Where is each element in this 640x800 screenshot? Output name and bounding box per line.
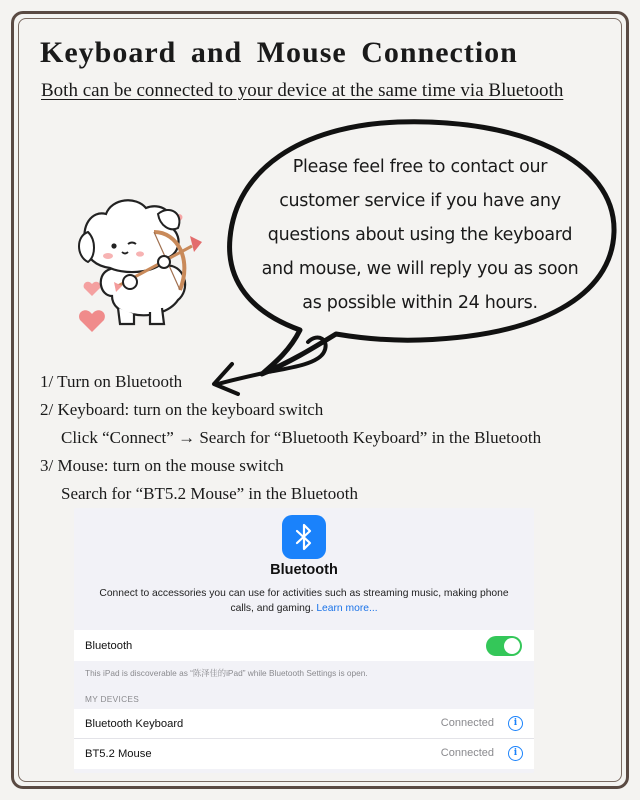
bubble-line: Please feel free to contact our <box>292 157 548 177</box>
bluetooth-toggle-label: Bluetooth <box>85 639 133 652</box>
bluetooth-toggle-row <box>74 630 534 661</box>
device-status: Connected <box>440 747 494 759</box>
bluetooth-heading: Bluetooth <box>270 562 338 578</box>
step-2-detail: Click “Connect” → Search for “Bluetooth Keyboard” in the Bluetooth <box>61 428 542 447</box>
bluetooth-settings-panel <box>74 508 534 773</box>
device-name: BT5.2 Mouse <box>85 748 152 760</box>
info-icon[interactable]: i <box>508 746 523 761</box>
instruction-steps <box>40 368 541 508</box>
speech-bubble-text <box>255 150 585 320</box>
heart-icon <box>84 282 101 296</box>
step-3-detail: Search for “BT5.2 Mouse” in the Bluetooth <box>61 484 358 503</box>
info-icon[interactable]: i <box>508 716 523 731</box>
bubble-line: and mouse, we will reply you as soon <box>261 259 579 279</box>
device-row-keyboard[interactable] <box>74 709 534 739</box>
step-1: 1/ Turn on Bluetooth <box>40 372 183 391</box>
bubble-line: questions about using the keyboard <box>267 225 573 245</box>
bluetooth-icon <box>282 515 326 559</box>
page-subtitle: Both can be connected to your device at the same time via Bluetooth <box>41 80 564 101</box>
step-2: 2/ Keyboard: turn on the keyboard switch <box>40 400 324 419</box>
learn-more-link[interactable]: Learn more... <box>316 603 378 614</box>
bluetooth-description <box>88 586 520 616</box>
toggle-knob <box>504 638 520 654</box>
bubble-line: as possible within 24 hours. <box>302 293 538 313</box>
puppy-cupid-icon <box>79 200 202 324</box>
page-title: Keyboard and Mouse Connection <box>40 36 518 69</box>
description-text: Connect to accessories you can use for activities such as streaming music, making phone calls, and gaming. <box>99 588 509 614</box>
device-status: Connected <box>440 717 494 729</box>
device-name: Bluetooth Keyboard <box>85 717 184 730</box>
bluetooth-toggle[interactable] <box>486 636 522 656</box>
heart-icon <box>79 310 105 332</box>
bubble-line: customer service if you have any <box>279 191 561 211</box>
step-3: 3/ Mouse: turn on the mouse switch <box>40 456 284 475</box>
my-devices-header: MY DEVICES <box>85 694 140 704</box>
discoverable-note: This iPad is discoverable as “陈泽佳的iPad” while Bluetooth Settings is open. <box>85 668 368 678</box>
device-row-mouse[interactable] <box>74 739 534 769</box>
